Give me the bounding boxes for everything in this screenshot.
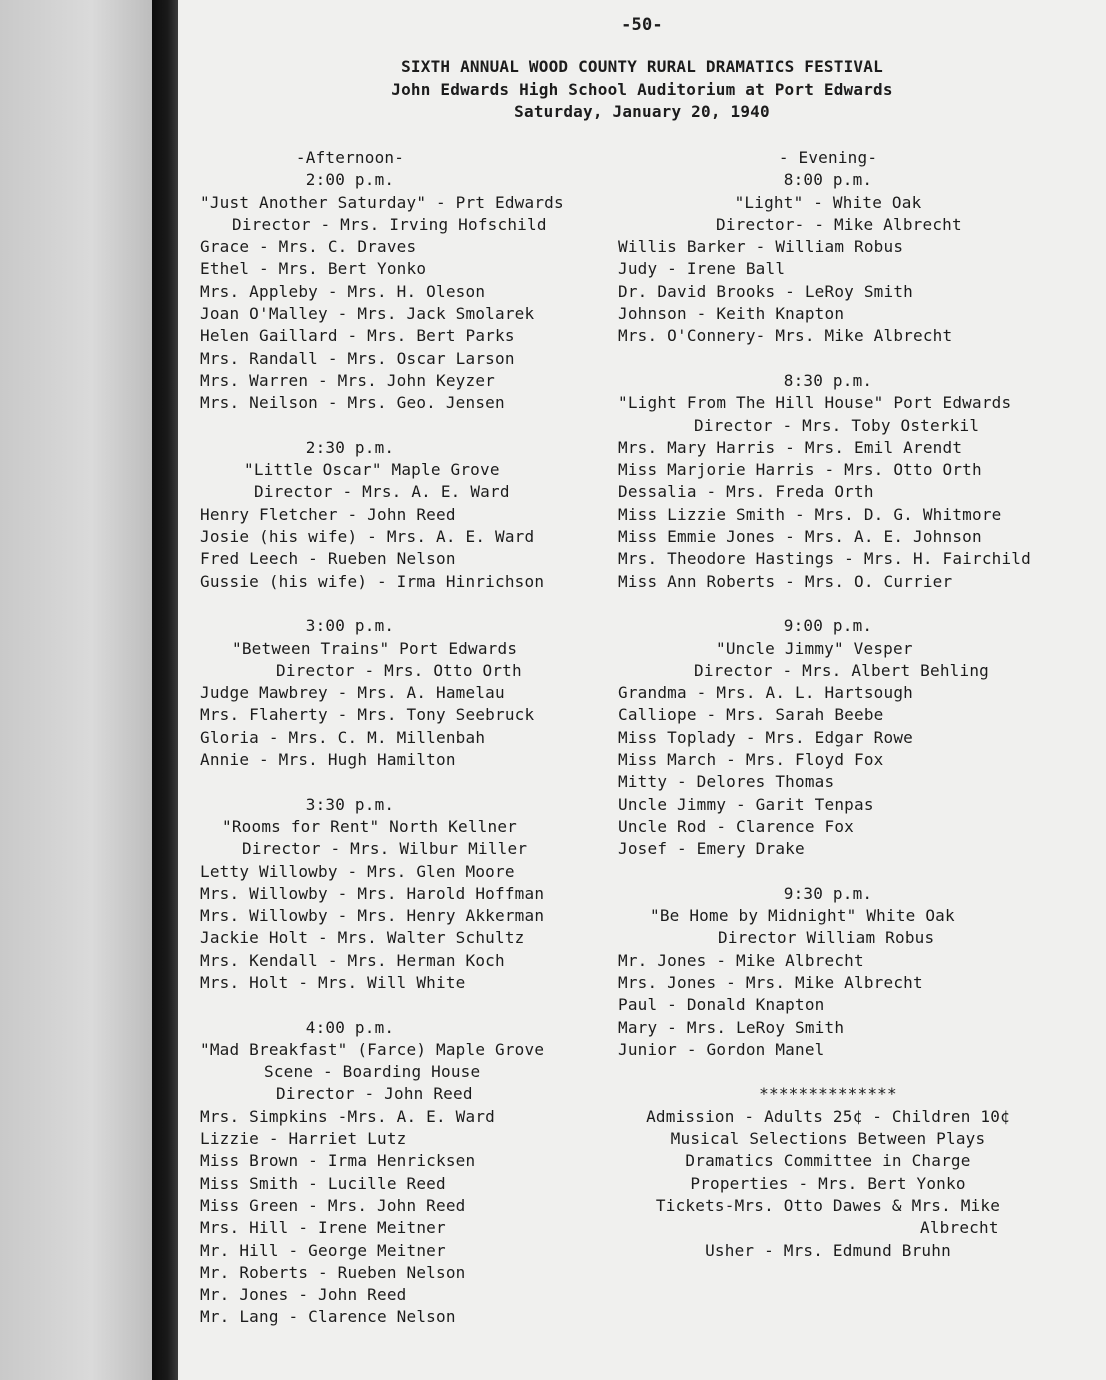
cast-line: Lizzie - Harriet Lutz <box>200 1129 407 1149</box>
play-block <box>200 615 620 771</box>
play-director: Director - Mrs. Albert Behling <box>694 660 989 680</box>
play-director: Director- - Mike Albrecht <box>716 214 962 234</box>
play-title: "Light" - White Oak <box>734 192 922 212</box>
cast-line: Mrs. Holt - Mrs. Will White <box>200 972 466 992</box>
cast-line: Miss Lizzie Smith - Mrs. D. G. Whitmore <box>618 504 1002 524</box>
separator-stars: ************** <box>759 1084 897 1104</box>
cast-line: Mr. Jones - Mike Albrecht <box>618 950 864 970</box>
play-title: "Be Home by Midnight" White Oak <box>650 906 955 926</box>
cast-line: Mr. Lang - Clarence Nelson <box>200 1307 456 1327</box>
play-director: Director - Mrs. Otto Orth <box>276 660 522 680</box>
cast-line: Miss Emmie Jones - Mrs. A. E. Johnson <box>618 527 982 547</box>
cast-line: Mrs. Theodore Hastings - Mrs. H. Fairchild <box>618 549 1031 569</box>
play-time: 2:30 p.m. <box>305 437 395 457</box>
play-block <box>618 169 1106 347</box>
afternoon-column <box>200 147 620 1329</box>
cast-line: Fred Leech - Rueben Nelson <box>200 549 456 569</box>
admission-line: Admission - Adults 25¢ - Children 10¢ <box>646 1106 1010 1126</box>
play-title: "Rooms for Rent" North Kellner <box>222 816 517 836</box>
tickets-line-cont: Albrecht <box>920 1218 999 1238</box>
committee-line: Dramatics Committee in Charge <box>685 1151 971 1171</box>
play-time: 2:00 p.m. <box>305 170 395 190</box>
cast-line: Miss Ann Roberts - Mrs. O. Currier <box>618 571 953 591</box>
afternoon-heading: -Afternoon- <box>295 148 405 167</box>
evening-heading: - Evening- <box>778 148 878 167</box>
cast-line: Joan O'Malley - Mrs. Jack Smolarek <box>200 304 535 324</box>
cast-line: Miss Smith - Lucille Reed <box>200 1173 446 1193</box>
cast-line: Josie (his wife) - Mrs. A. E. Ward <box>200 527 535 547</box>
cast-line: Grandma - Mrs. A. L. Hartsough <box>618 683 913 703</box>
play-block <box>200 794 620 995</box>
play-director: Director - Mrs. Irving Hofschild <box>232 214 547 234</box>
play-time: 8:30 p.m. <box>783 370 873 390</box>
evening-column <box>618 147 1106 1262</box>
play-director: Director - Mrs. Toby Osterkil <box>694 415 980 435</box>
cast-line: Annie - Mrs. Hugh Hamilton <box>200 750 456 770</box>
cast-line: Mrs. Neilson - Mrs. Geo. Jensen <box>200 393 505 413</box>
play-block <box>618 615 1106 860</box>
tickets-line: Tickets-Mrs. Otto Dawes & Mrs. Mike <box>655 1195 1001 1215</box>
cast-line: Letty Willowby - Mrs. Glen Moore <box>200 861 515 881</box>
program-header <box>178 56 1106 124</box>
cast-line: Judy - Irene Ball <box>618 259 786 279</box>
cast-line: Miss March - Mrs. Floyd Fox <box>618 750 884 770</box>
play-director: Director - Mrs. A. E. Ward <box>254 482 510 502</box>
program-page <box>178 0 1106 1380</box>
cast-line: Ethel - Mrs. Bert Yonko <box>200 259 427 279</box>
cast-line: Mrs. Randall - Mrs. Oscar Larson <box>200 348 515 368</box>
play-title: "Little Oscar" Maple Grove <box>244 460 500 480</box>
cast-line: Mrs. Kendall - Mrs. Herman Koch <box>200 950 505 970</box>
cast-line: Gloria - Mrs. C. M. Millenbah <box>200 727 486 747</box>
cast-line: Jackie Holt - Mrs. Walter Schultz <box>200 928 525 948</box>
cast-line: Josef - Emery Drake <box>618 839 805 859</box>
play-block <box>200 169 620 414</box>
cast-line: Calliope - Mrs. Sarah Beebe <box>618 705 884 725</box>
cast-line: Mrs. O'Connery- Mrs. Mike Albrecht <box>618 326 953 346</box>
cast-line: Dr. David Brooks - LeRoy Smith <box>618 281 913 301</box>
cast-line: Junior - Gordon Manel <box>618 1039 825 1059</box>
play-director: Director - Mrs. Wilbur Miller <box>242 839 528 859</box>
cast-line: Willis Barker - William Robus <box>618 237 904 257</box>
cast-line: Miss Toplady - Mrs. Edgar Rowe <box>618 727 913 747</box>
cast-line: Mr. Roberts - Rueben Nelson <box>200 1262 466 1282</box>
cast-line: Mrs. Jones - Mrs. Mike Albrecht <box>618 972 923 992</box>
book-gutter <box>152 0 178 1380</box>
play-time: 9:30 p.m. <box>783 883 873 903</box>
cast-line: Grace - Mrs. C. Draves <box>200 237 417 257</box>
cast-line: Henry Fletcher - John Reed <box>200 504 456 524</box>
play-time: 4:00 p.m. <box>305 1017 395 1037</box>
cast-line: Judge Mawbrey - Mrs. A. Hamelau <box>200 683 505 703</box>
cast-line: Mr. Jones - John Reed <box>200 1285 407 1305</box>
page-number: -50- <box>621 15 663 35</box>
play-time: 8:00 p.m. <box>783 170 873 190</box>
cast-line: Mrs. Mary Harris - Mrs. Emil Arendt <box>618 437 963 457</box>
cast-line: Mrs. Appleby - Mrs. H. Oleson <box>200 281 486 301</box>
cast-line: Gussie (his wife) - Irma Hinrichson <box>200 571 545 591</box>
play-scene: Scene - Boarding House <box>264 1062 481 1082</box>
cast-line: Mrs. Hill - Irene Meitner <box>200 1218 446 1238</box>
play-director: Director William Robus <box>718 928 935 948</box>
cast-line: Mrs. Flaherty - Mrs. Tony Seebruck <box>200 705 535 725</box>
cast-line: Uncle Rod - Clarence Fox <box>618 816 854 836</box>
play-title: "Light From The Hill House" Port Edwards <box>618 393 1012 413</box>
play-time: 3:30 p.m. <box>305 794 395 814</box>
play-block <box>618 370 1106 593</box>
play-title: "Mad Breakfast" (Farce) Maple Grove <box>200 1039 545 1059</box>
cast-line: Mrs. Willowby - Mrs. Harold Hoffman <box>200 883 545 903</box>
cast-line: Mary - Mrs. LeRoy Smith <box>618 1017 845 1037</box>
cast-line: Miss Marjorie Harris - Mrs. Otto Orth <box>618 460 982 480</box>
cast-line: Mitty - Delores Thomas <box>618 772 835 792</box>
cast-line: Johnson - Keith Knapton <box>618 304 845 324</box>
cast-line: Mrs. Simpkins -Mrs. A. E. Ward <box>200 1106 495 1126</box>
festival-title: SIXTH ANNUAL WOOD COUNTY RURAL DRAMATICS FESTIVAL <box>401 57 883 76</box>
music-line: Musical Selections Between Plays <box>670 1129 986 1149</box>
cast-line: Mrs. Warren - Mrs. John Keyzer <box>200 370 495 390</box>
cast-line: Uncle Jimmy - Garit Tenpas <box>618 794 874 814</box>
play-title: "Just Another Saturday" - Prt Edwards <box>200 192 564 212</box>
play-time: 3:00 p.m. <box>305 616 395 636</box>
play-time: 9:00 p.m. <box>783 616 873 636</box>
festival-date: Saturday, January 20, 1940 <box>514 102 770 121</box>
play-block <box>618 883 1106 1061</box>
cast-line: Paul - Donald Knapton <box>618 995 825 1015</box>
properties-line: Properties - Mrs. Bert Yonko <box>690 1173 966 1193</box>
play-title: "Between Trains" Port Edwards <box>232 638 518 658</box>
cast-line: Miss Brown - Irma Henricksen <box>200 1151 476 1171</box>
festival-venue: John Edwards High School Auditorium at Port Edwards <box>391 79 893 99</box>
cast-line: Helen Gaillard - Mrs. Bert Parks <box>200 326 515 346</box>
play-title: "Uncle Jimmy" Vesper <box>716 638 913 658</box>
usher-line: Usher - Mrs. Edmund Bruhn <box>705 1240 951 1260</box>
cast-line: Mrs. Willowby - Mrs. Henry Akkerman <box>200 906 545 926</box>
cast-line: Miss Green - Mrs. John Reed <box>200 1195 466 1215</box>
play-director: Director - John Reed <box>276 1084 473 1104</box>
play-block <box>200 437 620 593</box>
cast-line: Dessalia - Mrs. Freda Orth <box>618 482 874 502</box>
cast-line: Mr. Hill - George Meitner <box>200 1240 446 1260</box>
facing-page-edge <box>0 0 152 1380</box>
play-block <box>200 1017 620 1329</box>
